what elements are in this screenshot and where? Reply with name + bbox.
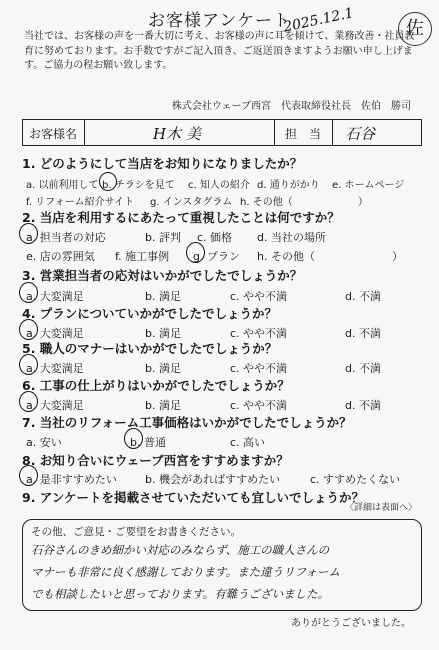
question-3: 3. 営業担当者の応対はいかがでしたでしょうか？	[22, 268, 303, 283]
q1-option-b[interactable]: b. チラシを見て	[102, 180, 175, 191]
question-6: 6. 工事の仕上がりはいかがでしたでしょうか？	[22, 378, 290, 393]
q6-option-c[interactable]: c. やや不満	[230, 399, 288, 412]
q5-a-circle	[19, 354, 38, 375]
comment-line-1: 石谷さんのきめ細かい対応のみならず、施工の職人さんの	[31, 543, 330, 557]
q2-option-d[interactable]: d. 当社の場所	[257, 231, 326, 244]
q1-b-circle	[99, 172, 117, 191]
question-8: 8. お知り合いにウェーブ西宮をすすめますか？	[22, 453, 289, 468]
q4-option-b[interactable]: b. 満足	[145, 327, 181, 340]
q1-option-g[interactable]: g. インスタグラム	[150, 197, 233, 208]
q1-option-a[interactable]: a. 以前利用して	[26, 180, 99, 191]
customer-name-value: H木 美	[153, 125, 201, 143]
q2-option-h[interactable]: h. その他（	[257, 250, 315, 263]
q2-option-a[interactable]: a. 担当者の対応	[26, 231, 106, 244]
q7-option-c[interactable]: c. 高い	[230, 436, 266, 449]
q8-option-b[interactable]: b. 機会があればすすめたい	[145, 473, 281, 486]
q4-a-circle	[19, 319, 38, 340]
q6-a-circle	[19, 391, 38, 412]
comment-line-2: マナーも非常に良く感謝しております。また違うリフォーム	[31, 565, 341, 579]
q1-option-e[interactable]: e. ホームページ	[332, 180, 405, 191]
intro-text: 当社では、お客様の声を一番大切に考え、お客様の声に耳を傾けて、業務改善・社員教育に努めております。お手数ですがご記入頂き、ご返送頂きますようお願い申し上げます。ご協力の程お願い致します。	[24, 31, 415, 71]
q8-a-circle	[19, 465, 38, 486]
comment-prompt: その他、ご意見・ご要望をお書きください。	[31, 526, 241, 538]
q3-option-d[interactable]: d. 不満	[345, 290, 381, 303]
question-2: 2. 当店を利用するにあたって重視したことは何ですか？	[22, 210, 340, 225]
q4-option-a[interactable]: a. 大変満足	[26, 327, 84, 340]
customer-name-box	[22, 119, 422, 146]
q6-option-d[interactable]: d. 不満	[345, 399, 381, 412]
q5-option-a[interactable]: a. 大変満足	[26, 362, 84, 375]
comment-box	[22, 519, 422, 611]
q7-option-b[interactable]: b. 普通	[130, 436, 166, 449]
q3-option-b[interactable]: b. 満足	[145, 290, 181, 303]
q2-a-circle	[19, 223, 38, 244]
q7-b-circle	[124, 428, 143, 449]
q2-option-g[interactable]: g. プラン	[193, 250, 240, 263]
question-4: 4. プランについていかがでしたでしょうか？	[22, 306, 278, 321]
q1-option-d[interactable]: d. 通りがかり	[257, 180, 320, 191]
q2-g-circle	[186, 242, 205, 263]
detail-note: 〈詳細は表面へ〉	[344, 503, 417, 513]
q2-option-b[interactable]: b. 評判	[145, 231, 181, 244]
thanks-text: ありがとうございました。	[291, 618, 411, 629]
question-1: 1. どのようにして当店をお知りになりましたか？	[22, 156, 303, 171]
q5-option-b[interactable]: b. 満足	[145, 362, 181, 375]
q1-option-h-close: ）	[358, 197, 368, 208]
customer-name-label: お客様名	[29, 127, 78, 141]
q8-option-c[interactable]: c. すすめたくない	[310, 473, 401, 486]
q2-option-c[interactable]: c. 価格	[197, 231, 233, 244]
question-5: 5. 職人のマナーはいかがでしたでしょうか？	[22, 341, 278, 356]
q4-option-d[interactable]: d. 不満	[345, 327, 381, 340]
question-7: 7. 当社のリフォーム工事価格はいかがでしたでしょうか？	[22, 415, 352, 430]
q1-option-f[interactable]: f. リフォーム紹介サイト	[26, 197, 134, 208]
q1-option-c[interactable]: c. 知人の紹介	[188, 180, 250, 191]
q5-option-d[interactable]: d. 不満	[345, 362, 381, 375]
q2-option-h-close: ）	[392, 250, 403, 263]
q2-option-e[interactable]: e. 店の雰囲気	[26, 250, 95, 263]
q4-option-c[interactable]: c. やや不満	[230, 327, 288, 340]
q5-option-c[interactable]: c. やや不満	[230, 362, 288, 375]
q2-option-f[interactable]: f. 施工事例	[115, 250, 170, 263]
comment-line-3: でも相談したいと思っております。有難うございました。	[31, 587, 330, 601]
seal-stamp: 佐	[398, 12, 432, 46]
q6-option-a[interactable]: a. 大変満足	[26, 399, 84, 412]
q6-option-b[interactable]: b. 満足	[145, 399, 181, 412]
q3-a-circle	[19, 282, 38, 303]
survey-title: お客様アンケート	[148, 11, 291, 31]
q7-option-a[interactable]: a. 安い	[26, 436, 62, 449]
staff-label: 担 当	[285, 127, 322, 141]
q1-option-h[interactable]: h. その他（	[240, 197, 293, 208]
q3-option-c[interactable]: c. やや不満	[230, 290, 288, 303]
company-signature: 株式会社ウェーブ西宮 代表取締役社長 佐伯 勝司	[171, 101, 411, 112]
handwritten-date: 2025.12.1	[282, 5, 356, 36]
q8-option-a[interactable]: a. 是非すすめたい	[26, 473, 117, 486]
q3-option-a[interactable]: a. 大変満足	[26, 290, 84, 303]
staff-value: 石谷	[345, 125, 376, 143]
question-9: 9. アンケートを掲載させていただいても宜しいでしょうか？	[22, 490, 365, 505]
